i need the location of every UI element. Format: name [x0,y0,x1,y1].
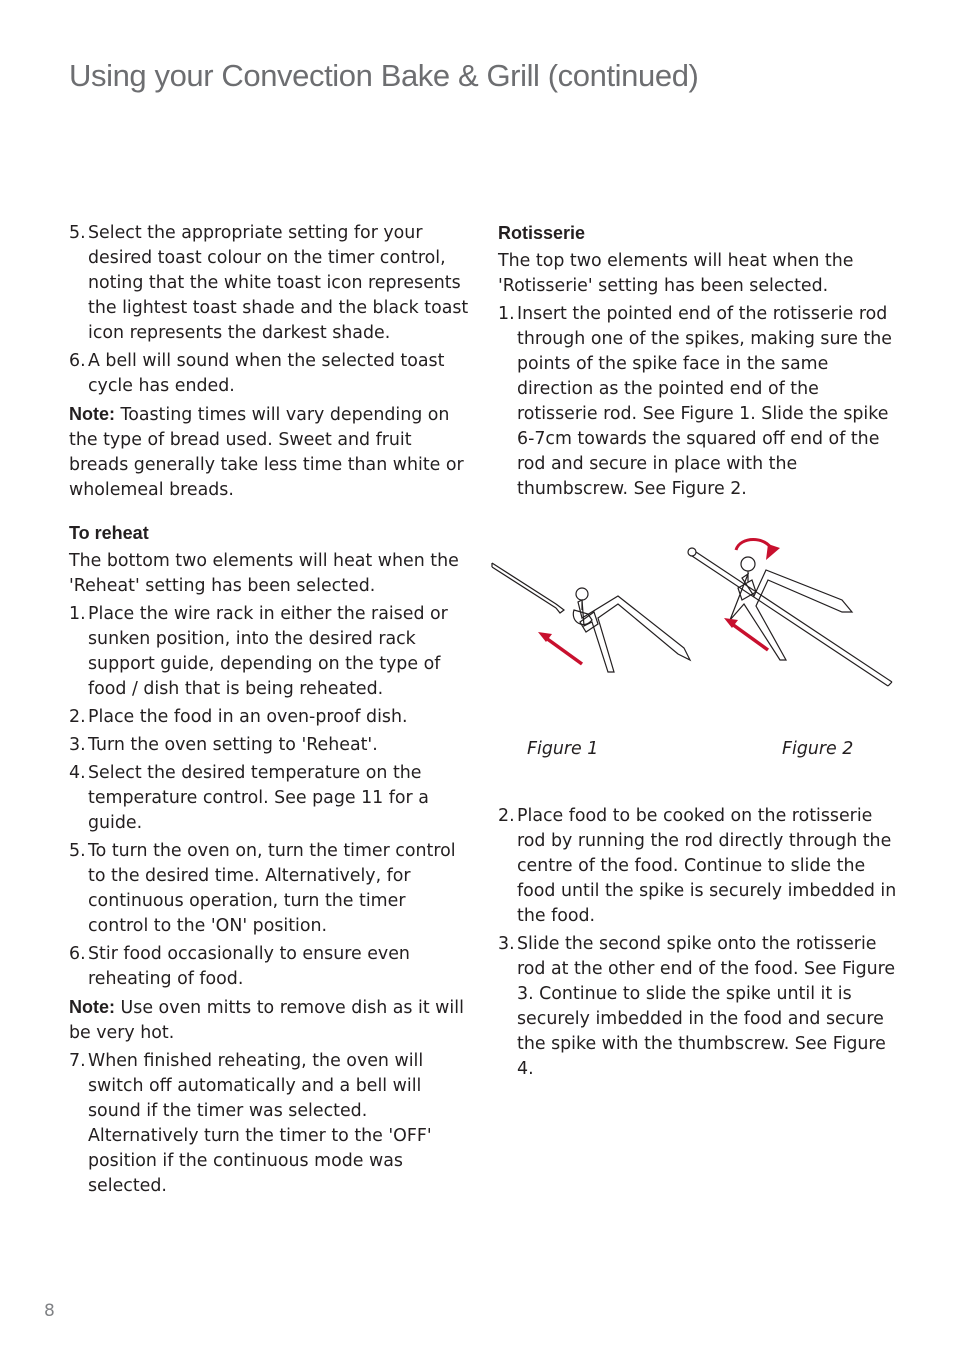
rotisserie-spike-figure-2-icon [688,548,892,686]
list-item: 2. Place the food in an oven-proof dish. [69,707,408,727]
rotation-arrow-icon [736,540,772,551]
rotisserie-figure [498,524,898,776]
rotisserie-steps-list-continued [498,804,898,1082]
rotisserie-illustration [490,530,900,730]
rotisserie-intro: The top two elements will heat when the 'Rotisserie' setting has been selected. [498,251,854,296]
arrow-1 [546,638,582,664]
list-item: 2. Place food to be cooked on the rotisserie rod by running the rod directly through the centre of the food. Continue to slide the food until the spike is securely imbedded in the food. [498,806,897,926]
list-item: 3. Turn the oven setting to 'Reheat'. [69,735,378,755]
left-column [69,221,469,1202]
note-oven-mitts: Note: Use oven mitts to remove dish as it will be very hot. [69,997,464,1043]
page-title: Using your Convection Bake & Grill (continued) [69,58,699,93]
arrow-2 [732,624,768,650]
list-item: 5. Select the appropriate setting for your desired toast colour on the timer control, noting that the white toast icon represents the lightest toast shade and the black toast icon represents the darkest shade. [69,223,469,343]
reheat-steps-list [69,602,469,992]
rotisserie-heading: Rotisserie [498,223,586,243]
right-column [498,221,898,1085]
list-item: 6. A bell will sound when the selected toast cycle has ended. [69,351,445,396]
list-item: 6. Stir food occasionally to ensure even reheating of food. [69,944,410,989]
list-item: 4. Select the desired temperature on the temperature control. See page 11 for a guide. [69,763,429,833]
reheat-heading: To reheat [69,523,149,543]
note-toasting: Note: Toasting times will vary depending on the type of bread used. Sweet and fruit breads generally take less time than white or wholemeal breads. [69,404,464,500]
figure-2-caption: Figure 2 [782,739,854,759]
list-item: 3. Slide the second spike onto the rotisserie rod at the other end of the food. See Figure 3. Continue to slide the spike until it is securely imbedded in the food and secure the spike with the thumbscrew. See Figure 4. [498,934,896,1079]
list-item: 7. When finished reheating, the oven will switch off automatically and a bell will sound if the timer was selected. Alternatively turn the timer to the 'OFF' position if the continuous mode was selected. [69,1051,432,1196]
reheat-intro: The bottom two elements will heat when the 'Reheat' setting has been selected. [69,551,459,596]
list-item: 1. Place the wire rack in either the raised or sunken position, into the desired rack support guide, depending on the type of food / dish that is being reheated. [69,604,448,699]
list-item: 1. Insert the pointed end of the rotisserie rod through one of the spikes, making sure the points of the spike face in the same direction as the pointed end of the rotisserie rod. See Figure 1. Slide the spike 6-7cm towards the squared off end of the rod and secure in place with the thumbscrew. See Figure 2. [498,304,893,499]
rotation-arrowhead [766,544,780,560]
rotisserie-spike-figure-1-icon [492,563,690,672]
figure-1-caption: Figure 1 [527,739,599,759]
reheat-steps-list-continued [69,1049,469,1199]
toast-steps-list [69,221,469,399]
list-item: 5. To turn the oven on, turn the timer control to the desired time. Alternatively, for continuous operation, turn the timer control to the 'ON' position. [69,841,456,936]
rotisserie-steps-list [498,302,898,502]
page-number: 8 [44,1301,55,1321]
